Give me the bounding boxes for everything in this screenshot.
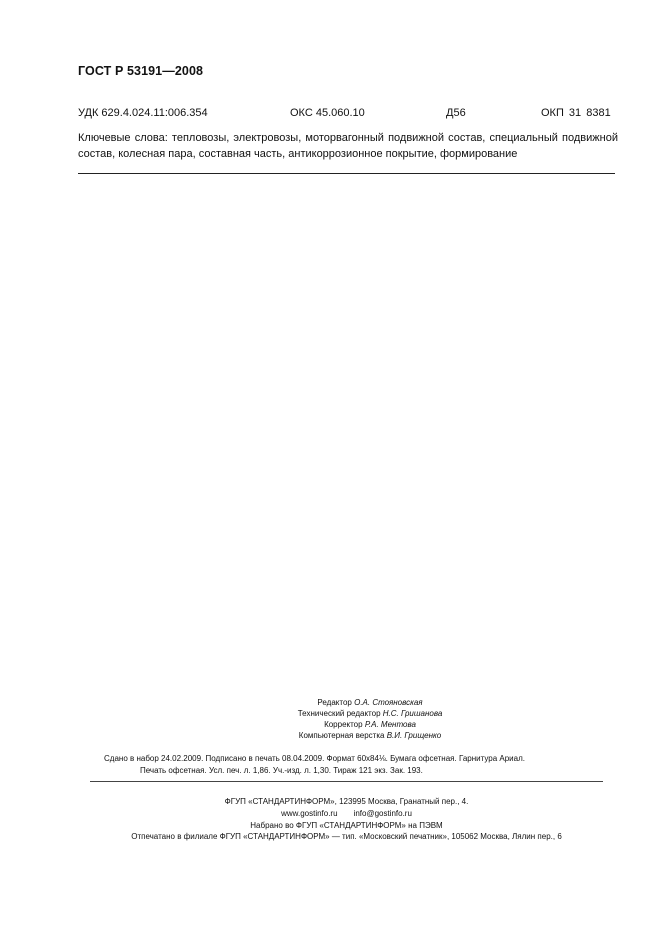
publisher-website: www.gostinfo.ru: [281, 809, 338, 818]
keywords-paragraph: Ключевые слова: тепловозы, электровозы, моторвагонный подвижной состав, специальный подвижной состав, колесная пара, составная часть, антикоррозионное покрытие, формирование: [78, 132, 618, 160]
credit-editor: [200, 697, 540, 708]
okp-code: ОКП 31 8381: [541, 107, 611, 119]
typeset-note: Набрано во ФГУП «СТАНДАРТИНФОРМ» на ПЭВМ: [250, 821, 443, 830]
group-code: Д56: [446, 107, 466, 119]
publisher-address: ФГУП «СТАНДАРТИНФОРМ», 123995 Москва, Гранатный пер., 4.: [224, 797, 469, 806]
publisher-contacts: [90, 808, 603, 820]
printing-note: Отпечатано в филиале ФГУП «СТАНДАРТИНФОРМ» — тип. «Московский печатник», 105062 Москва, Лялин пер., 6: [131, 832, 562, 841]
credit-name: В.И. Грищенко: [386, 731, 442, 740]
credit-name: О.А. Стояновская: [354, 698, 423, 707]
top-divider: [78, 173, 615, 174]
publication-details-line1: Сдано в набор 24.02.2009. Подписано в печать 08.04.2009. Формат 60x84⅛. Бумага офсетная. Гарнитура Ариал.: [104, 754, 525, 763]
bottom-divider: [90, 781, 603, 782]
credit-corrector: [200, 719, 540, 730]
credit-role: Технический редактор: [297, 709, 381, 718]
credit-role: Редактор: [317, 698, 352, 707]
document-code: ГОСТ Р 53191—2008: [78, 64, 204, 78]
credit-role: Компьютерная верстка: [298, 731, 385, 740]
credit-layout: [200, 730, 540, 741]
credit-role: Корректор: [324, 720, 363, 729]
publication-details-line2: Печать офсетная. Усл. печ. л. 1,86. Уч.-изд. л. 1,30. Тираж 121 экз. Зак. 193.: [140, 766, 423, 775]
publisher-email: info@gostinfo.ru: [353, 809, 412, 818]
credit-name: Н.С. Гришанова: [382, 709, 443, 718]
udk-code: УДК 629.4.024.11:006.354: [78, 107, 208, 119]
credit-tech-editor: [200, 708, 540, 719]
credit-name: Р.А. Ментова: [364, 720, 416, 729]
oks-code: ОКС 45.060.10: [290, 107, 365, 119]
